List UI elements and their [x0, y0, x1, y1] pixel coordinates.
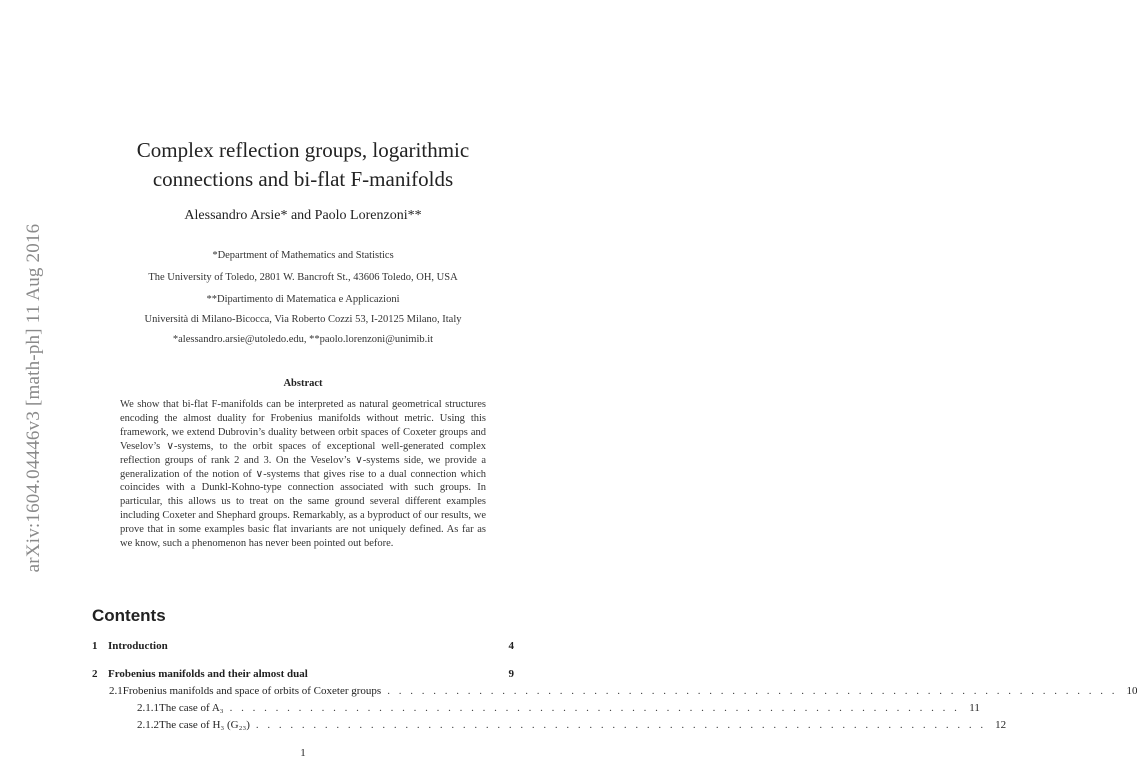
toc-entry-page: 9 — [508, 668, 514, 680]
toc-entry[interactable] — [109, 685, 1137, 699]
affiliation-line: *Department of Mathematics and Statistics — [212, 250, 394, 261]
title-line-1: Complex reflection groups, logarithmic — [136, 138, 470, 162]
page-number: 1 — [300, 747, 306, 759]
toc-leader-dots: . . . . . . . . . . . . . . . . . . . . . . . . . . . . . . . . . . . . . . . . . . . . . . . . . . . . . . . . . . . . . . . . — [255, 719, 987, 731]
toc-entry[interactable] — [137, 719, 1007, 733]
toc-entry-number: 1 — [92, 640, 98, 652]
toc-entry-page: 11 — [969, 702, 980, 714]
toc-entry[interactable] — [137, 702, 980, 716]
toc-entry-title: Introduction — [108, 640, 168, 652]
toc-entry-number: 2.1 — [109, 685, 123, 697]
toc-entry-page: 4 — [508, 640, 514, 652]
toc-entry-title: Frobenius manifolds and space of orbits of Coxeter groups — [122, 685, 382, 697]
toc-entry-page: 12 — [995, 719, 1007, 731]
affiliation-line: Università di Milano-Bicocca, Via Roberto Cozzi 53, I-20125 Milano, Italy — [144, 314, 462, 325]
affiliation-line: **Dipartimento di Matematica e Applicazioni — [206, 294, 400, 305]
toc-entry-number: 2.1.1 — [137, 702, 159, 714]
toc-entry-number: 2.1.2 — [137, 719, 159, 731]
title-line-2: connections and bi-flat F-manifolds — [152, 167, 454, 191]
affiliation-line: The University of Toledo, 2801 W. Bancroft St., 43606 Toledo, OH, USA — [148, 272, 458, 283]
abstract-text: We show that bi-flat F-manifolds can be interpreted as natural geometrical structures encoding the almost duality for Frobenius manifolds without metric. Using this framework, we extend Dubrovin’s duality between orbit spaces of Coxeter groups and Veselov’s ∨-systems, to the orbit spaces of exceptional well-generated complex reflection groups of rank 2 and 3. On the Veselov’s ∨-systems side, we provide a generalization of the notion of ∨-systems that gives rise to a dual connection which coincides with a Dunkl-Kohno-type connection associated with such groups. In particular, this allows us to treat on the same ground several different examples including Coxeter and Shephard groups. Remarkably, as a byproduct of our results, we prove that in some examples basic flat invariants are not uniquely defined. As far as we know, such a phenomenon has never been pointed out before. — [120, 399, 486, 550]
toc-entry-number: 2 — [92, 668, 98, 680]
toc-entry[interactable] — [92, 668, 514, 682]
abstract-heading: Abstract — [283, 378, 323, 389]
toc-entry-title: The case of H₃ (G₂₃) — [159, 719, 250, 731]
arxiv-identifier-stamp: arXiv:1604.04446v3 [math-ph] 11 Aug 2016 — [23, 223, 44, 573]
toc-leader-dots: . . . . . . . . . . . . . . . . . . . . . . . . . . . . . . . . . . . . . . . . . . . . . . . . . . . . . . . . . . . . . . . . — [387, 685, 1118, 697]
author-emails: *alessandro.arsie@utoledo.edu, **paolo.lorenzoni@unimib.it — [172, 334, 434, 345]
toc-leader-dots: . . . . . . . . . . . . . . . . . . . . . . . . . . . . . . . . . . . . . . . . . . . . . . . . . . . . . . . . . . . . . . . . — [229, 702, 960, 714]
toc-entry-title: The case of A₃ — [159, 702, 224, 714]
toc-entry-title: Frobenius manifolds and their almost dual — [108, 668, 308, 680]
toc-entry[interactable] — [92, 640, 514, 654]
contents-heading: Contents — [92, 606, 166, 625]
toc-entry-page: 10 — [1126, 685, 1137, 697]
paper-title — [92, 136, 514, 194]
author-list: Alessandro Arsie* and Paolo Lorenzoni** — [184, 208, 422, 223]
